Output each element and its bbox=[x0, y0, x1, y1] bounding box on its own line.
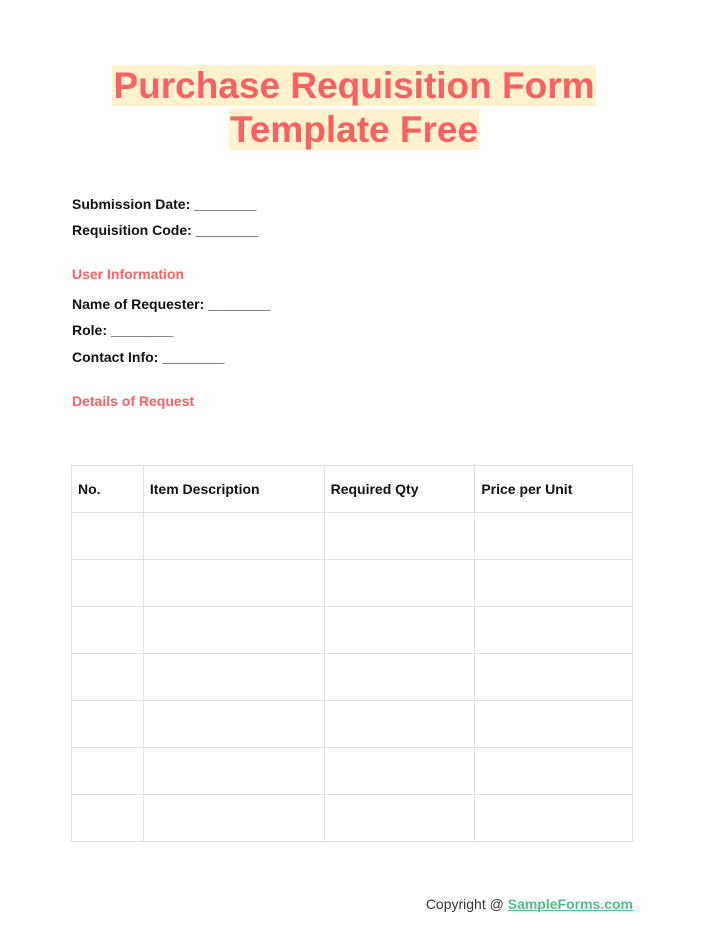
table-cell[interactable] bbox=[143, 795, 324, 842]
copyright-text: Copyright @ bbox=[425, 896, 508, 912]
table-cell[interactable] bbox=[72, 748, 144, 795]
table-cell[interactable] bbox=[143, 701, 324, 748]
user-information-heading: User Information bbox=[72, 266, 185, 282]
column-header-price-per-unit: Price per Unit bbox=[475, 466, 633, 513]
table-cell[interactable] bbox=[475, 607, 633, 654]
details-of-request-heading: Details of Request bbox=[72, 393, 195, 409]
table-row bbox=[72, 748, 633, 795]
column-header-no: No. bbox=[72, 466, 144, 513]
requisition-code-field: Requisition Code: ________ bbox=[72, 222, 258, 238]
table-header-row bbox=[72, 466, 633, 513]
table-cell[interactable] bbox=[72, 513, 144, 560]
table-cell[interactable] bbox=[143, 607, 324, 654]
sampleforms-link[interactable]: SampleForms.com bbox=[507, 896, 633, 912]
table-cell[interactable] bbox=[475, 513, 633, 560]
table-row bbox=[72, 513, 633, 560]
table-cell[interactable] bbox=[475, 701, 633, 748]
table-cell[interactable] bbox=[324, 513, 475, 560]
table-cell[interactable] bbox=[475, 748, 633, 795]
column-header-item-description: Item Description bbox=[143, 466, 324, 513]
table-cell[interactable] bbox=[72, 795, 144, 842]
title-line-2: Template Free bbox=[229, 109, 479, 150]
title-line-1: Purchase Requisition Form bbox=[113, 65, 595, 106]
table-cell[interactable] bbox=[324, 795, 475, 842]
table-cell[interactable] bbox=[72, 654, 144, 701]
table-cell[interactable] bbox=[324, 607, 475, 654]
table-cell[interactable] bbox=[143, 513, 324, 560]
table-cell[interactable] bbox=[475, 654, 633, 701]
table-cell[interactable] bbox=[72, 607, 144, 654]
column-header-required-qty: Required Qty bbox=[324, 466, 475, 513]
table-row bbox=[72, 607, 633, 654]
table-row bbox=[72, 654, 633, 701]
copyright-footer bbox=[426, 896, 633, 912]
table-cell[interactable] bbox=[324, 701, 475, 748]
table-cell[interactable] bbox=[475, 560, 633, 607]
submission-date-field: Submission Date: ________ bbox=[72, 196, 257, 212]
table-row bbox=[72, 795, 633, 842]
table-cell[interactable] bbox=[72, 560, 144, 607]
role-field: Role: ________ bbox=[72, 322, 174, 338]
contact-info-field: Contact Info: ________ bbox=[72, 349, 225, 365]
table-row bbox=[72, 701, 633, 748]
requester-name-field: Name of Requester: ________ bbox=[72, 296, 271, 312]
table-cell[interactable] bbox=[72, 701, 144, 748]
table-cell[interactable] bbox=[143, 748, 324, 795]
table-cell[interactable] bbox=[324, 560, 475, 607]
table-cell[interactable] bbox=[475, 795, 633, 842]
table-row bbox=[72, 560, 633, 607]
request-items-table bbox=[71, 465, 633, 842]
table-cell[interactable] bbox=[324, 748, 475, 795]
table-cell[interactable] bbox=[143, 654, 324, 701]
table-cell[interactable] bbox=[324, 654, 475, 701]
table-cell[interactable] bbox=[143, 560, 324, 607]
page-title bbox=[0, 64, 708, 152]
